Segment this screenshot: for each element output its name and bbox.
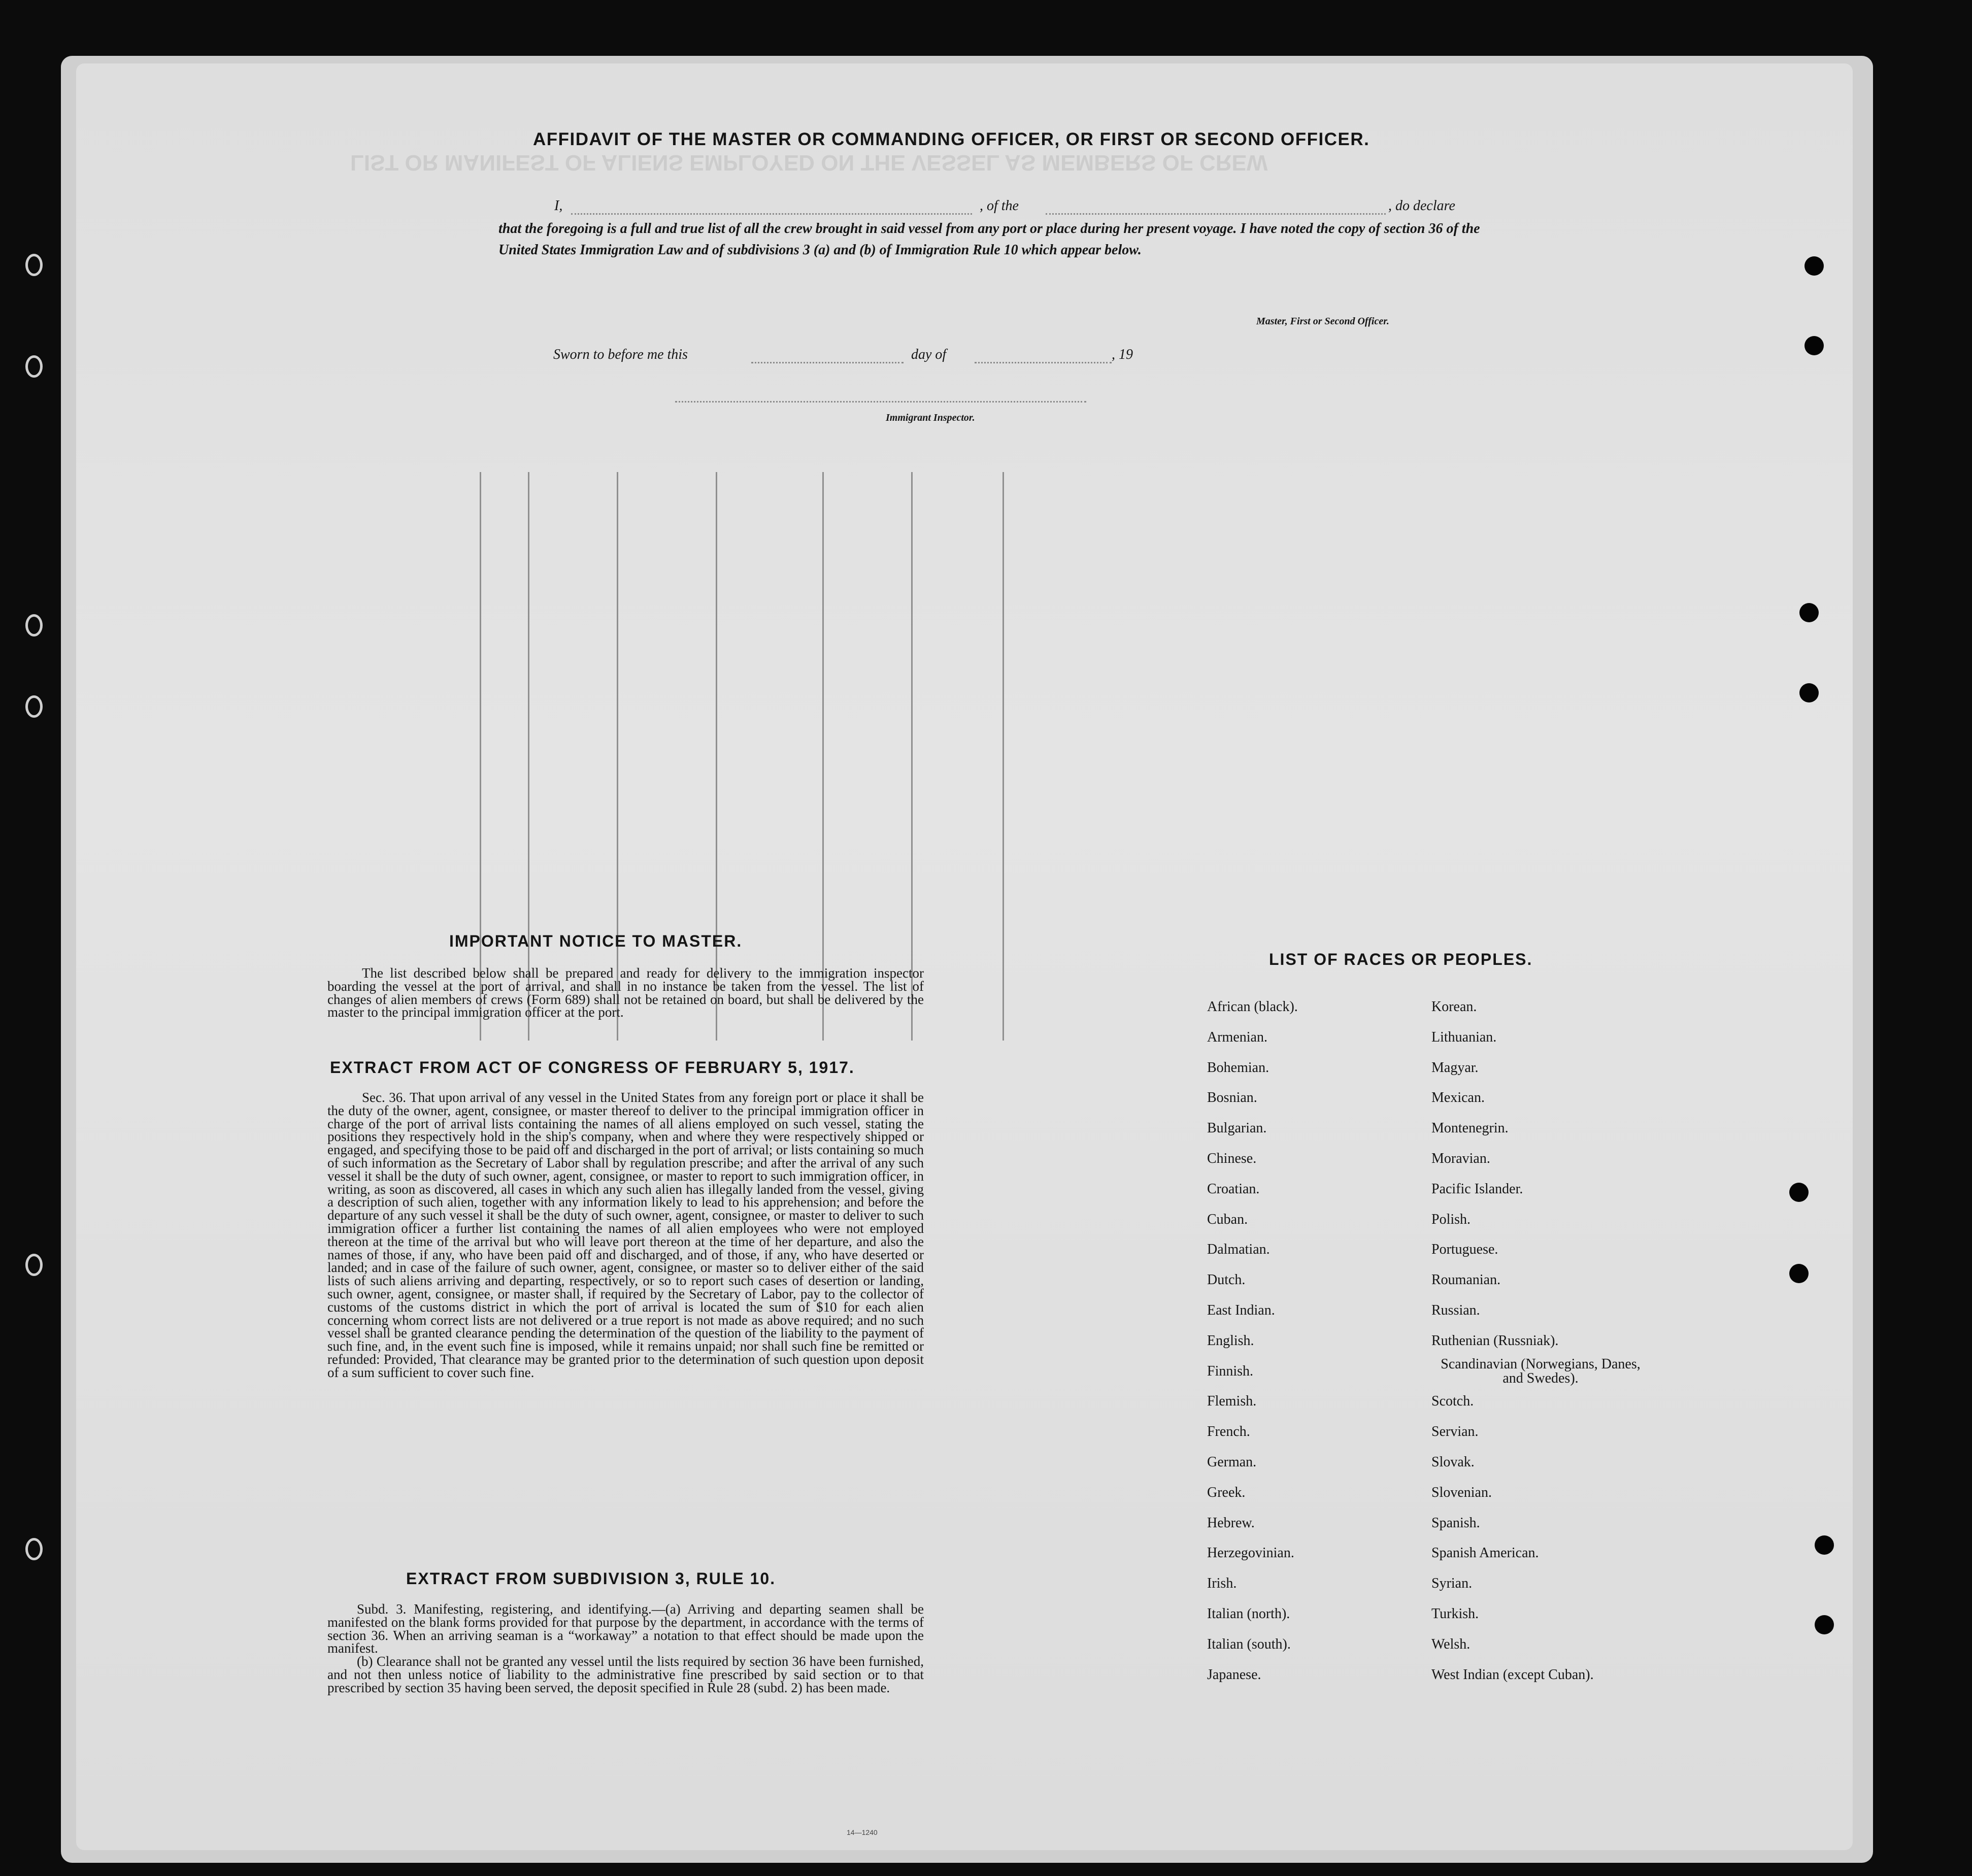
section-36-paragraph: Sec. 36. That upon arrival of any vessel in the United States from any foreign port or place it shall be the duty of the owner, agent, consignee, or master thereof to deliver to the principal immigration officer in charge of the port of arrival lists containing the names of all aliens employed on such vessel, stating the positions they respectively hold in the ship's company, when and where they were respectively shipped or engaged, and specifying those to be paid off and discharged in the port of arrival; or lists containing so much of such information as the Secretary of Labor shall by regulation prescribe; and after the arrival of any such vessel it shall be the duty of such owner, agent, consignee, or master to report to such immigration officer, in writing, as soon as discovered, all cases in which any such alien has illegally landed from the vessel, giving a description of such alien, together with any information likely to lead to his apprehension; and before the departure of any such vessel it shall be the duty of such owner, agent, consignee, or master to deliver to such immigration officer a further list containing the names of all alien employees who were not employed thereon at the time of the arrival but who will leave port thereon at the time of her departure, and also the names of those, if any, who have been paid off and discharged, and of those, if any, who have deserted or landed; and in case of the failure of such owner, agent, consignee, or master so to deliver either of the said lists of such aliens arriving and departing, respectively, or so to report such cases of desertion or landing, such owner, agent, consignee, or master shall, if required by the Secretary of Labor, pay to the collector of customs of the customs district in which the port of arrival is located the sum of $10 for each alien concerning whom correct lists are not delivered or a true report is not made as above required; and no such vessel shall be granted clearance pending the determination of the question of the liability to the payment of such fine, and, in the event such fine is imposed, while it remains unpaid; nor shall such fine be remitted or refunded: Provided, That clearance may be granted prior to the determination of such question upon deposit of a sum sufficient to cover such fine. (327, 1090, 924, 1380)
ruled-column-line (822, 472, 824, 1041)
affidavit-body: that the foregoing is a full and true list of all the crew brought in said vessel from any port or place during her present voyage. I have noted the copy of section 36 of the United States Immigration Law and of subdivisions 3 (a) and (b) of Immigration Rule 10 which appear below. (498, 221, 1480, 258)
ruled-column-line (1002, 472, 1004, 1041)
race-item: Spanish. (1431, 1515, 1480, 1531)
ruled-column-line (617, 472, 618, 1041)
race-item: French. (1207, 1424, 1250, 1440)
binder-hole (1789, 1264, 1809, 1283)
race-item: Polish. (1431, 1211, 1471, 1227)
ruled-column-line (528, 472, 529, 1041)
extract-rule-title: EXTRACT FROM SUBDIVISION 3, RULE 10. (406, 1569, 776, 1588)
day-blank (751, 362, 904, 363)
race-item: Syrian. (1431, 1576, 1473, 1592)
race-item: Cuban. (1207, 1211, 1248, 1227)
binder-hole (1804, 256, 1824, 276)
binder-hole (1815, 1535, 1834, 1555)
race-item: Japanese. (1207, 1666, 1261, 1683)
race-item: Korean. (1431, 999, 1477, 1015)
binder-hole (1789, 1183, 1809, 1202)
rule-a-paragraph: Subd. 3. Manifesting, registering, and identifying.—(a) Arriving and departing seamen shall be manifested on the blank forms provided for that purpose by the department, in accordance with the terms of section 36. When an arriving seaman is a “workaway” a notation to that effect should be made upon the manifest. (327, 1601, 924, 1656)
binder-ring (25, 355, 43, 378)
signature-label: Master, First or Second Officer. (1256, 316, 1389, 327)
race-item: Russian. (1431, 1302, 1480, 1318)
inspector-blank (675, 401, 1086, 403)
day-of-label: day of (911, 347, 947, 362)
race-item: Turkish. (1431, 1606, 1479, 1622)
vessel-blank (1046, 213, 1386, 215)
binder-ring (25, 695, 43, 718)
race-item: Spanish American. (1431, 1545, 1539, 1561)
affidavit-do-declare: , do declare (1388, 198, 1455, 214)
race-item: Bosnian. (1207, 1090, 1257, 1106)
affidavit-i: I, (554, 198, 563, 214)
inspector-label: Immigrant Inspector. (886, 412, 975, 423)
race-item: Bulgarian. (1207, 1120, 1267, 1136)
race-item: Italian (south). (1207, 1636, 1291, 1652)
binder-ring (25, 254, 43, 276)
race-item: Armenian. (1207, 1029, 1267, 1045)
bleed-through-text: LIST OR MANIFEST OF ALIENS EMPLOYED ON THE VESSEL AS MEMBERS OF CREW (350, 150, 1268, 175)
year-label: , 19 (1112, 347, 1133, 362)
race-item: Slovak. (1431, 1454, 1475, 1470)
race-item: East Indian. (1207, 1302, 1275, 1318)
rule-b-paragraph: (b) Clearance shall not be granted any vessel until the lists required by section 36 have been furnished, and not then unless notice of liability to the administrative fine prescribed by said section or to that prescribed by section 35 having been served, the deposit specified in Rule 28 (subd. 2) has been made. (327, 1654, 924, 1695)
race-item: Lithuanian. (1431, 1029, 1497, 1045)
affidavit-title: AFFIDAVIT OF THE MASTER OR COMMANDING OFFICER, OR FIRST OR SECOND OFFICER. (533, 129, 1370, 149)
race-item: Bohemian. (1207, 1059, 1269, 1076)
race-item: Magyar. (1431, 1059, 1479, 1076)
binder-ring (25, 614, 43, 636)
ruled-column-line (480, 472, 481, 1041)
race-item: Dutch. (1207, 1272, 1246, 1288)
month-blank (975, 362, 1112, 363)
binder-ring (25, 1254, 43, 1276)
race-item: Croatian. (1207, 1181, 1260, 1197)
binder-hole (1815, 1615, 1834, 1634)
races-title: LIST OF RACES OR PEOPLES. (1269, 950, 1533, 968)
form-number: 14—1240 (847, 1828, 878, 1836)
race-item: Scotch. (1431, 1393, 1474, 1410)
binder-ring (25, 1538, 43, 1560)
race-item: Moravian. (1431, 1151, 1490, 1166)
race-item: Servian. (1431, 1424, 1479, 1440)
ruled-column-line (911, 472, 913, 1041)
extract-act-title: EXTRACT FROM ACT OF CONGRESS OF FEBRUARY 5, 1917. (330, 1058, 855, 1077)
race-item: Scandinavian (Norwegians, Danes, and Swedes). (1441, 1356, 1641, 1386)
race-item: Chinese. (1207, 1151, 1257, 1166)
race-item: Montenegrin. (1431, 1120, 1509, 1136)
race-item: German. (1207, 1454, 1257, 1470)
binder-hole (1804, 336, 1824, 355)
race-item: Dalmatian. (1207, 1242, 1270, 1258)
notice-text (327, 967, 924, 1019)
race-item: Herzegovinian. (1207, 1545, 1294, 1561)
extract-act-text (327, 1091, 924, 1380)
race-item: West Indian (except Cuban). (1431, 1666, 1594, 1683)
race-item: Hebrew. (1207, 1515, 1255, 1531)
binder-hole (1799, 603, 1819, 622)
notice-title: IMPORTANT NOTICE TO MASTER. (449, 932, 743, 950)
race-item: Roumanian. (1431, 1272, 1501, 1288)
ruled-column-line (716, 472, 717, 1041)
race-item: Slovenian. (1431, 1484, 1492, 1500)
race-item: Portuguese. (1431, 1242, 1498, 1258)
race-item: English. (1207, 1332, 1254, 1349)
race-item: Greek. (1207, 1484, 1246, 1500)
sworn-label: Sworn to before me this (553, 347, 688, 362)
notice-paragraph: The list described below shall be prepared and ready for delivery to the immigration inspector boarding the vessel at the port of arrival, and shall in no instance be taken from the vessel. The list of changes of alien members of crews (Form 689) shall not be retained on board, but shall be delivered by the master to the principal immigration officer at the port. (327, 965, 924, 1020)
form-page (76, 63, 1853, 1850)
race-item: Italian (north). (1207, 1606, 1290, 1622)
race-item: Finnish. (1207, 1363, 1254, 1379)
binder-hole (1799, 683, 1819, 702)
extract-rule-text (327, 1603, 924, 1695)
race-item: Ruthenian (Russniak). (1431, 1332, 1559, 1349)
race-item: Pacific Islander. (1431, 1181, 1523, 1197)
race-item: Mexican. (1431, 1090, 1485, 1106)
race-item: Flemish. (1207, 1393, 1257, 1410)
race-item: African (black). (1207, 999, 1298, 1015)
race-item: Irish. (1207, 1576, 1237, 1592)
race-item: Welsh. (1431, 1636, 1470, 1652)
name-blank (571, 213, 972, 215)
affidavit-of-the: , of the (980, 198, 1019, 214)
